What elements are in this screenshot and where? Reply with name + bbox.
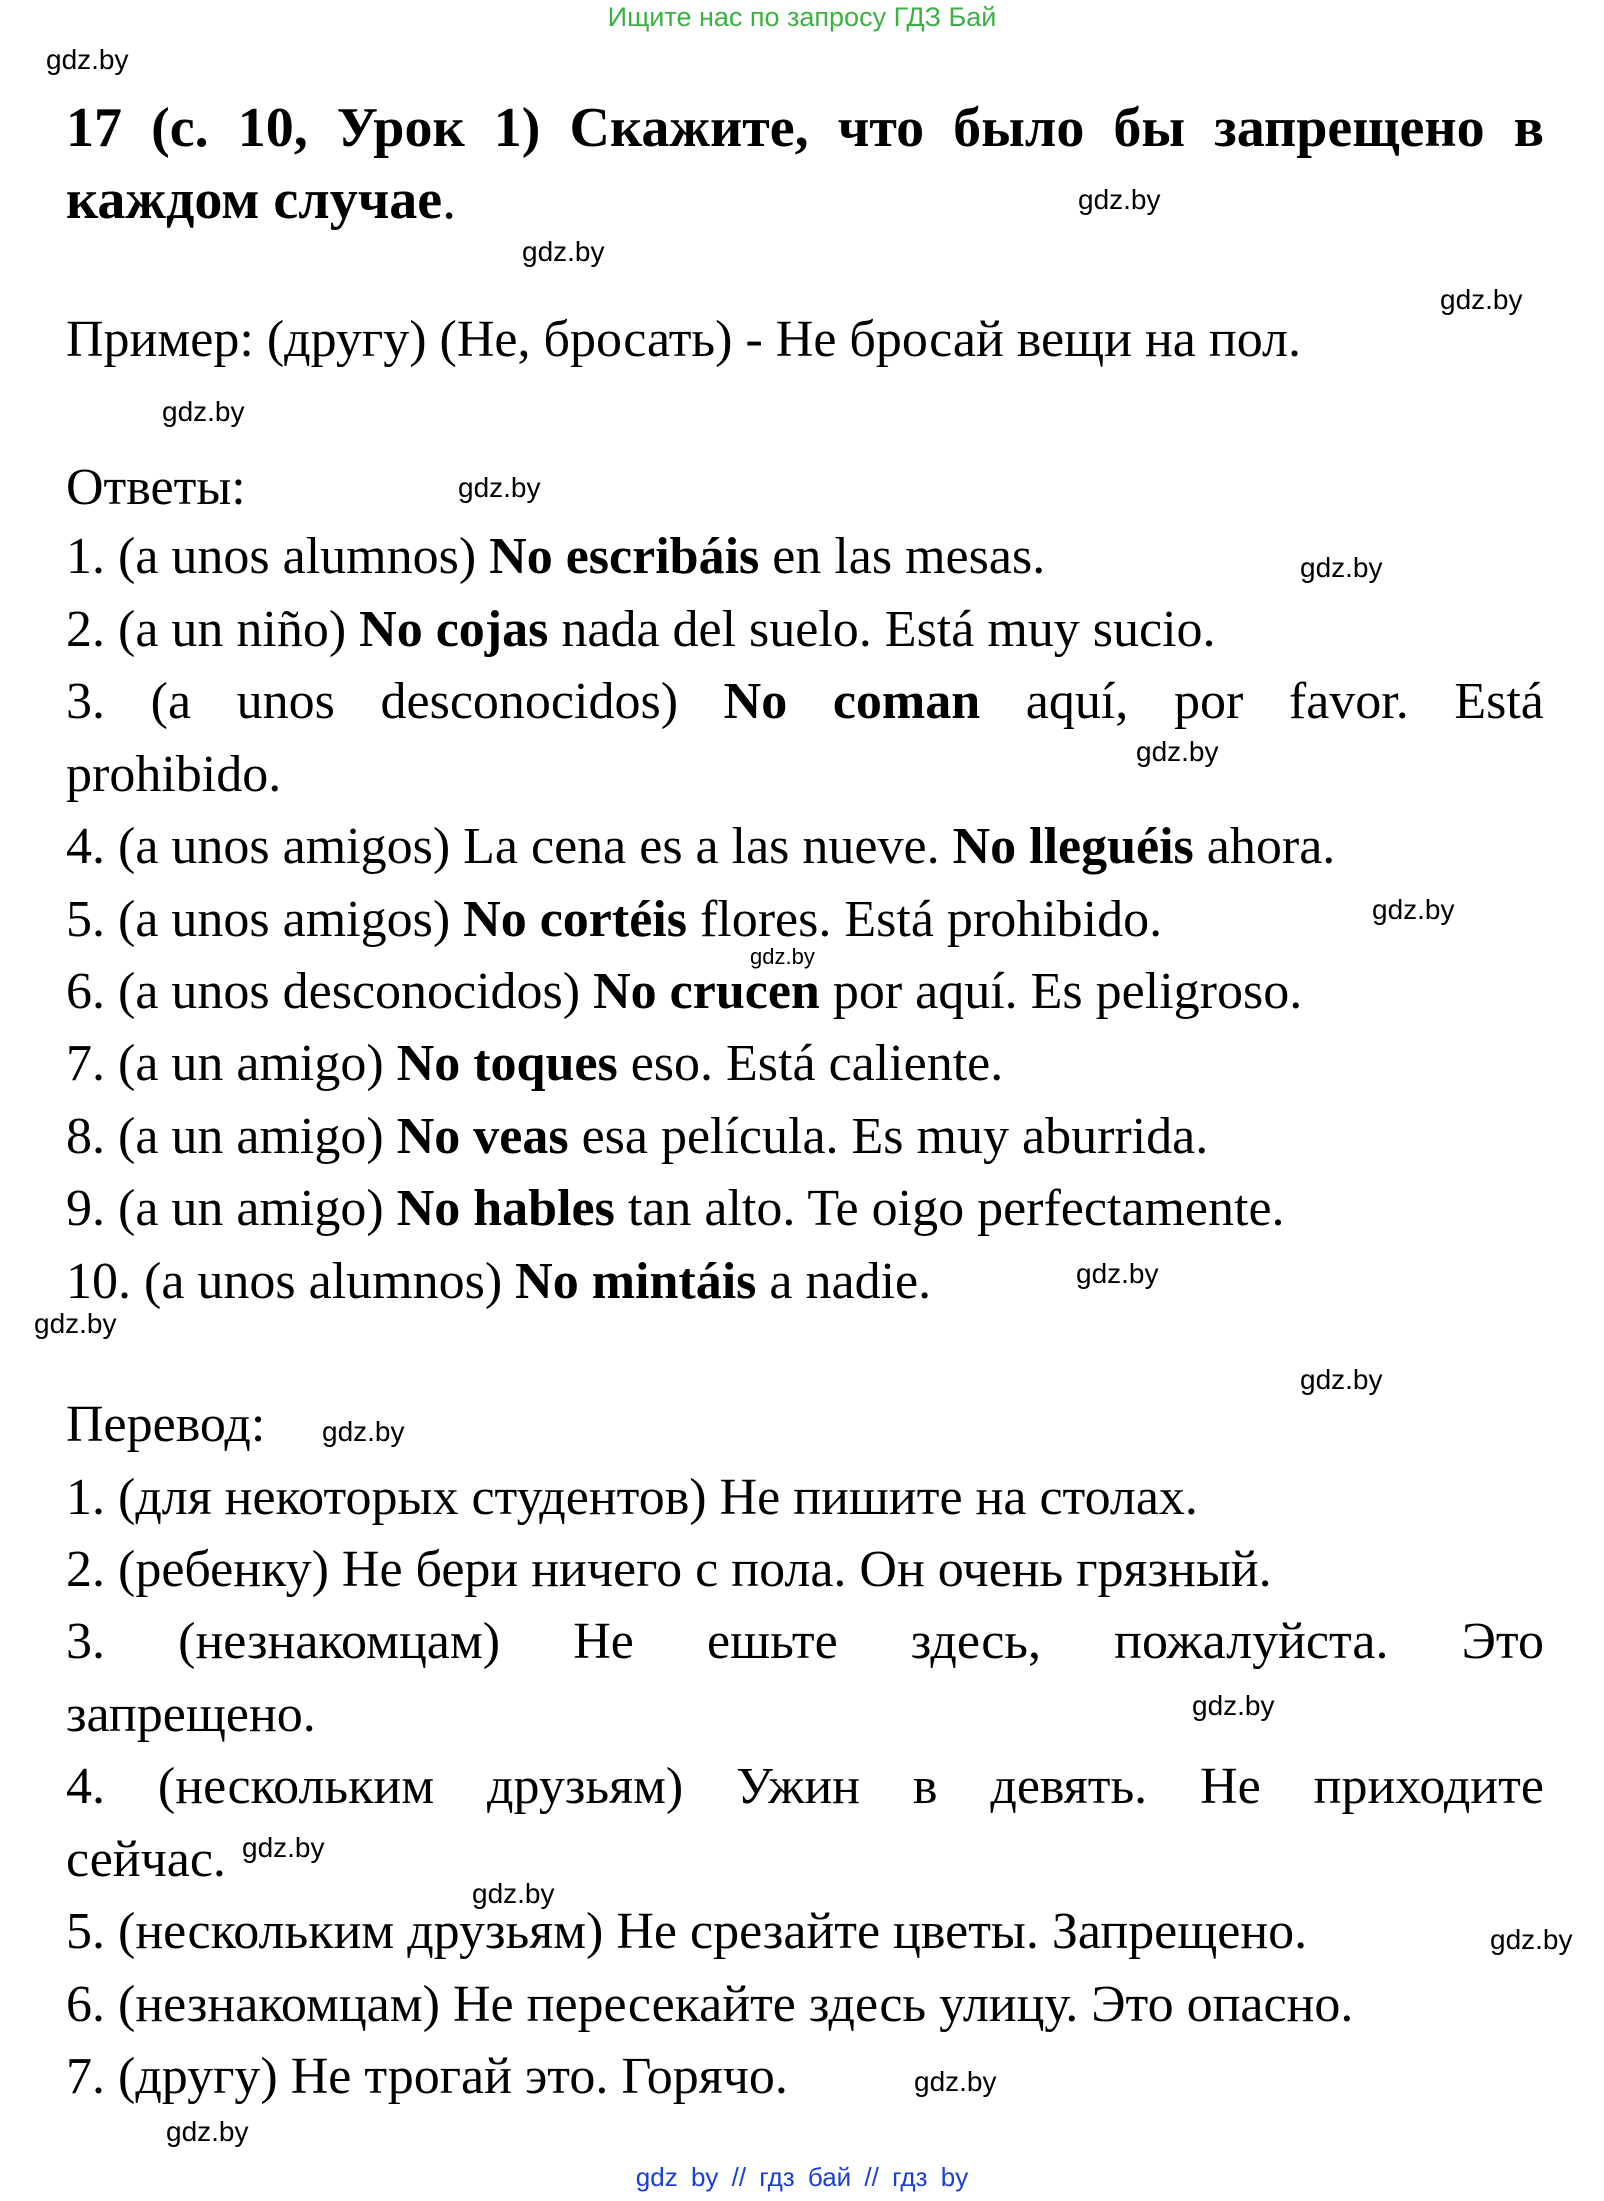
translation-item-7: 7. (другу) Не трогай это. Горячо. <box>66 2048 788 2105</box>
exercise-title-period: . <box>442 169 457 231</box>
answer-item-5 <box>66 890 1162 950</box>
example-line: Пример: (другу) (Не, бросать) - Не бросай вещи на пол. <box>66 311 1301 368</box>
answer-verb: No hables <box>396 1180 615 1237</box>
watermark: gdz.by <box>1078 184 1161 215</box>
answer-verb: No veas <box>396 1108 569 1165</box>
watermark: gdz.by <box>34 1308 117 1339</box>
watermark: gdz.by <box>322 1416 405 1447</box>
answer-item-4 <box>66 817 1335 877</box>
answer-post: a nadie. <box>756 1253 932 1310</box>
translation-item-3-cont: запрещено. <box>66 1686 316 1743</box>
answer-post: nada del suelo. Está muy sucio. <box>548 601 1216 658</box>
translation-word: Не <box>1200 1758 1261 1815</box>
watermark: gdz.by <box>166 2116 249 2147</box>
translation-word: приходите <box>1313 1758 1544 1815</box>
watermark: gdz.by <box>1300 1364 1383 1395</box>
translation-item-1: 1. (для некоторых студентов) Не пишите на столах. <box>66 1469 1198 1526</box>
answer-word: 3. <box>66 673 105 730</box>
translation-word: (незнакомцам) <box>178 1613 501 1670</box>
answer-post: tan alto. Te oigo perfectamente. <box>614 1180 1285 1237</box>
answer-item-7 <box>66 1034 1003 1094</box>
translation-word: 3. <box>66 1613 105 1670</box>
answer-word: aquí, <box>1025 673 1129 730</box>
answer-verb: No cortéis <box>463 891 687 948</box>
answer-item-9 <box>66 1179 1285 1239</box>
answer-pre: 7. (a un amigo) <box>66 1035 397 1092</box>
answer-verb: No escribáis <box>489 528 760 585</box>
answer-post: esa película. Es muy aburrida. <box>568 1108 1209 1165</box>
exercise-title <box>66 92 1544 236</box>
watermark: gdz.by <box>1490 1924 1573 1955</box>
answer-pre: 6. (a unos desconocidos) <box>66 963 594 1020</box>
translation-item-5: 5. (нескольким друзьям) Не срезайте цветы. Запрещено. <box>66 1903 1308 1960</box>
answer-word: favor. <box>1288 673 1409 730</box>
watermark: gdz.by <box>1440 284 1523 315</box>
watermark: gdz.by <box>1192 1690 1275 1721</box>
answer-post: en las mesas. <box>759 528 1046 585</box>
watermark: gdz.by <box>242 1832 325 1863</box>
watermark: gdz.by <box>1372 894 1455 925</box>
translation-word: друзьям) <box>487 1758 684 1815</box>
answer-pre: 10. (a unos alumnos) <box>66 1253 516 1310</box>
translation-item-2: 2. (ребенку) Не бери ничего с пола. Он очень грязный. <box>66 1541 1272 1598</box>
exercise-title-text: 17 (с. 10, Урок 1) Скажите, что было бы запрещено в каждом случае <box>66 97 1544 231</box>
translation-word: девять. <box>990 1758 1148 1815</box>
answer-item-6 <box>66 962 1302 1022</box>
watermark: gdz.by <box>1300 552 1383 583</box>
watermark: gdz.by <box>1136 736 1219 767</box>
answer-verb: No cojas <box>359 601 549 658</box>
watermark: gdz.by <box>750 944 815 969</box>
answer-pre: 5. (a unos amigos) <box>66 891 464 948</box>
answer-word: por <box>1173 673 1244 730</box>
watermark: gdz.by <box>46 44 129 75</box>
watermark: gdz.by <box>914 2066 997 2097</box>
translation-word: ешьте <box>707 1613 838 1670</box>
translation-word: здесь, <box>910 1613 1042 1670</box>
answer-post: flores. Está prohibido. <box>686 891 1163 948</box>
translation-item-6: 6. (незнакомцам) Не пересекайте здесь улицу. Это опасно. <box>66 1976 1354 2033</box>
answer-word: (a <box>150 673 192 730</box>
watermark: gdz.by <box>162 396 245 427</box>
answer-pre: 8. (a un amigo) <box>66 1108 397 1165</box>
answer-pre: 4. (a unos amigos) La cena es a las nueve. <box>66 818 953 875</box>
answer-verb: No toques <box>396 1035 618 1092</box>
answer-word: desconocidos) <box>380 673 679 730</box>
translation-word: в <box>912 1758 938 1815</box>
answer-verb-word: coman <box>832 673 981 730</box>
answer-pre: 2. (a un niño) <box>66 601 360 658</box>
translation-word: 4. <box>66 1758 105 1815</box>
watermark: gdz.by <box>458 472 541 503</box>
translation-item-3 <box>66 1612 1544 1672</box>
answer-word: unos <box>236 673 335 730</box>
answer-item-10 <box>66 1252 931 1312</box>
translation-word: Не <box>573 1613 634 1670</box>
answers-heading: Ответы: <box>66 459 246 516</box>
translation-word: пожалуйста. <box>1114 1613 1389 1670</box>
answer-item-3-cont: prohibido. <box>66 746 282 803</box>
watermark: gdz.by <box>472 1878 555 1909</box>
translation-word: Ужин <box>736 1758 860 1815</box>
answer-verb: No lleguéis <box>952 818 1194 875</box>
answer-item-1 <box>66 527 1045 587</box>
answer-post: ahora. <box>1193 818 1336 875</box>
answer-item-8 <box>66 1107 1208 1167</box>
translation-item-4-cont: сейчас. <box>66 1831 226 1888</box>
footer-links: gdz by // гдз бай // гдз by <box>635 2162 969 2192</box>
answer-pre: 1. (a unos alumnos) <box>66 528 490 585</box>
answer-verb-word: No <box>723 673 788 730</box>
answer-post: por aquí. Es peligroso. <box>819 963 1303 1020</box>
translation-item-4 <box>66 1757 1544 1817</box>
answer-post: eso. Está caliente. <box>617 1035 1004 1092</box>
answer-item-3 <box>66 672 1544 732</box>
translation-heading: Перевод: <box>66 1396 266 1453</box>
answer-verb: No mintáis <box>515 1253 757 1310</box>
translation-word: Это <box>1461 1613 1544 1670</box>
answer-verb: No crucen <box>593 963 820 1020</box>
answer-item-2 <box>66 600 1216 660</box>
top-banner: Ищите нас по запросу ГДЗ Бай <box>607 2 997 32</box>
translation-word: (нескольким <box>157 1758 435 1815</box>
answer-word: Está <box>1454 673 1544 730</box>
watermark: gdz.by <box>522 236 605 267</box>
answer-pre: 9. (a un amigo) <box>66 1180 397 1237</box>
watermark: gdz.by <box>1076 1258 1159 1289</box>
